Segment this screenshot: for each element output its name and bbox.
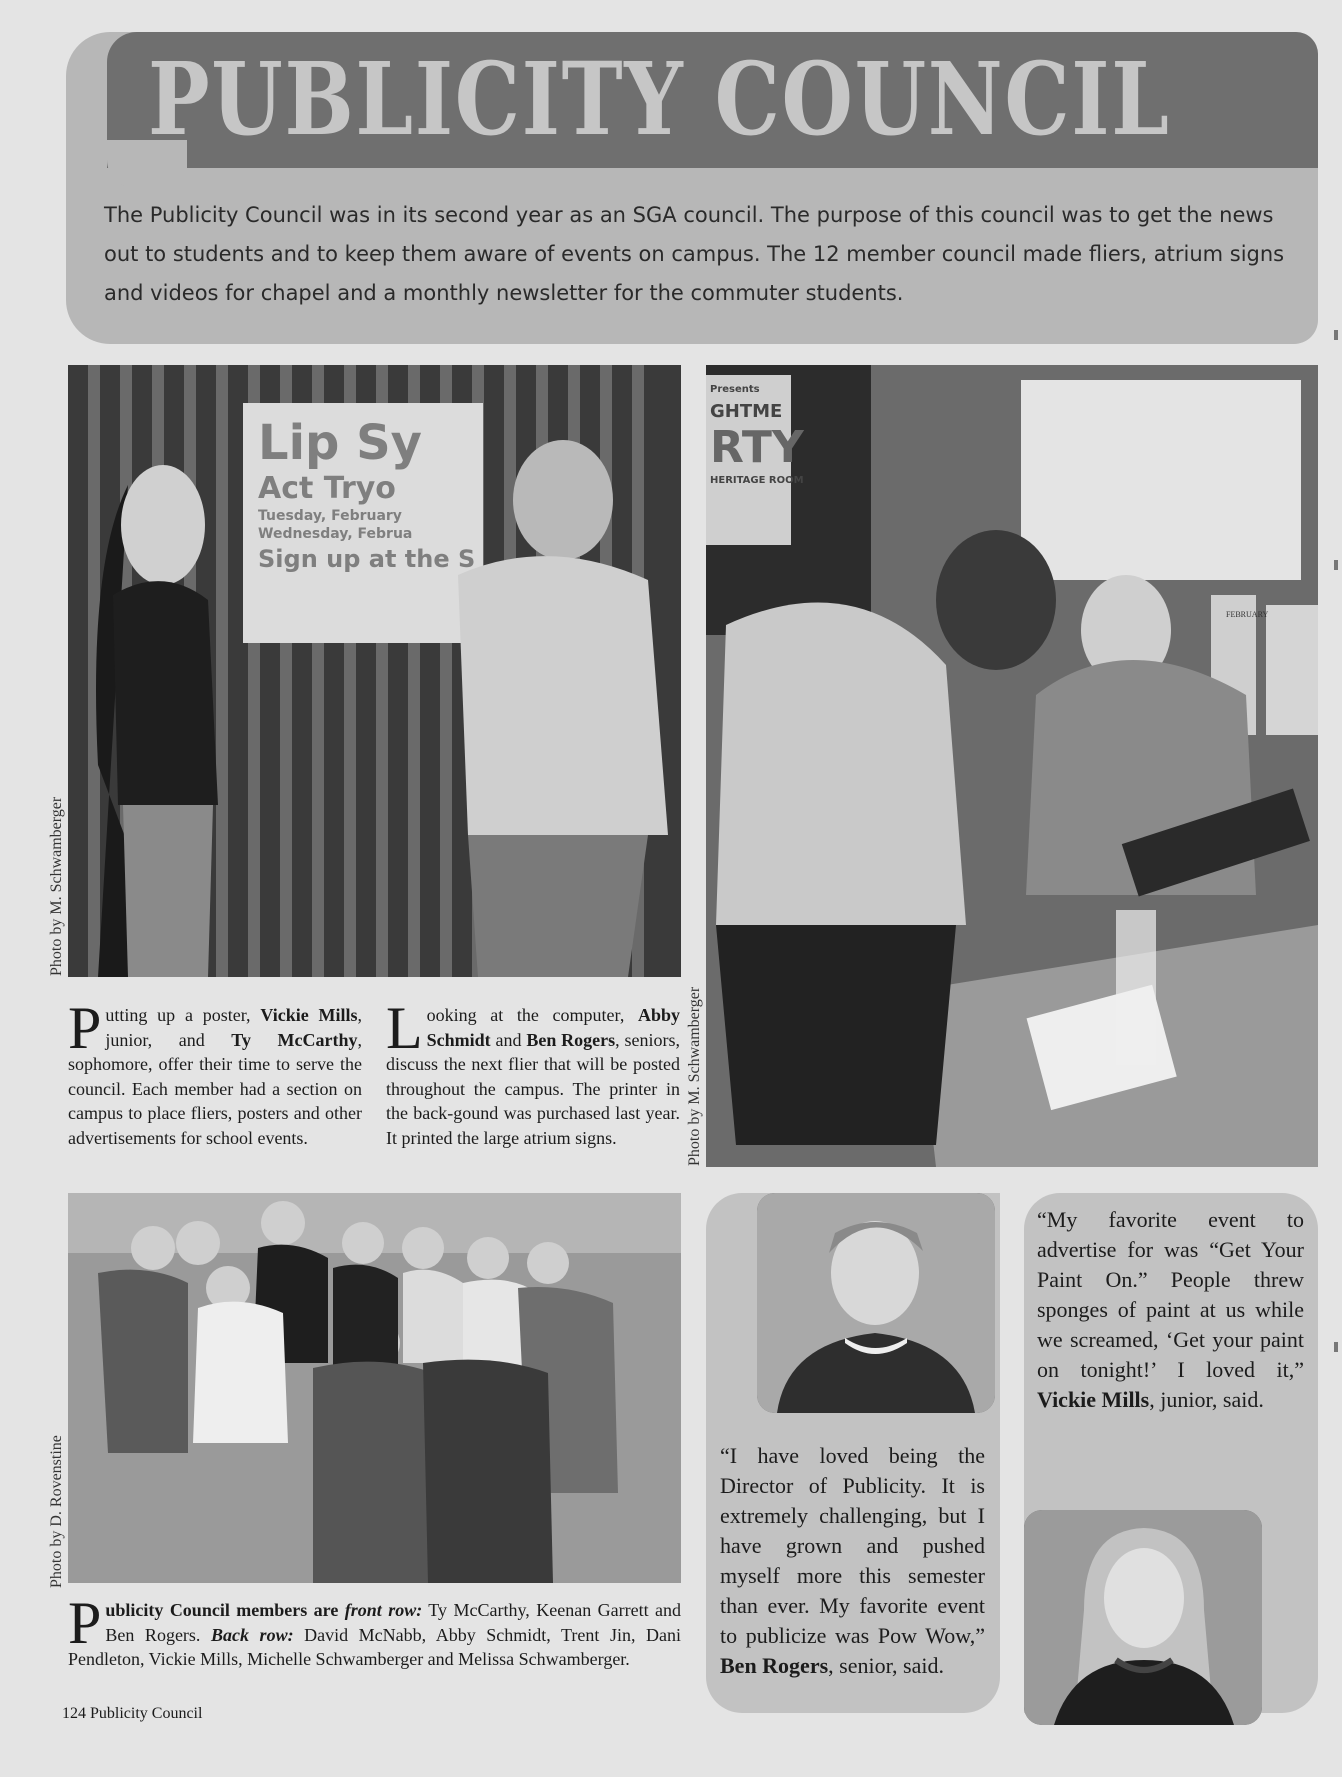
caption-text: , sophomore, offer their time to serve the council. Each member had a section on campus to place fliers, posters and other advertisements for school events.: [68, 1029, 362, 1148]
caption-text: Ty McCarthy, Keenan Garrett and Ben Rogers.: [105, 1600, 682, 1645]
page-title: PUBLICITY COUNCIL: [148, 40, 1171, 158]
caption-text: and: [490, 1029, 527, 1050]
flier-line: GHTME: [710, 401, 783, 422]
caption-row-label: front row:: [344, 1600, 423, 1620]
ben-quote: [720, 1441, 985, 1681]
caption-text: utting up a poster,: [105, 1005, 261, 1025]
quote-text: , junior, said.: [1149, 1387, 1264, 1412]
computer-caption: [386, 995, 680, 1150]
caption-text: David McNabb, Abby Schmidt, Trent Jin, Dani Pendleton, Vickie Mills, Michelle Schwamberger and Melissa Schwamberger.: [68, 1624, 681, 1669]
caption-name: Vickie Mills: [260, 1005, 358, 1025]
quote-name: Vickie Mills: [1037, 1387, 1150, 1412]
calendar-label: FEBRUARY: [1226, 610, 1269, 619]
group-caption: [68, 1590, 682, 1672]
poster-photo-credit: Photo by M. Schwamberger: [48, 796, 65, 976]
caption-name: Ben Rogers: [526, 1029, 616, 1050]
sign-line: Tuesday, February: [258, 508, 402, 524]
ben-portrait: [757, 1193, 995, 1413]
flier-line: Presents: [710, 384, 760, 395]
dropcap: P: [68, 995, 102, 1061]
caption-row-label: Back row:: [211, 1624, 294, 1645]
intro-paragraph: The Publicity Council was in its second year as an SGA council. The purpose of this council was to get the news out to students and to keep them aware of events on campus. The 12 member council made fliers, atrium signs and videos for chapel and a monthly newsletter for the commuter students.: [104, 203, 1285, 305]
dropcap: L: [386, 995, 423, 1061]
flier-line: HERITAGE ROOM: [710, 475, 804, 486]
computer-photo-credit: Photo by M. Schwamberger: [686, 986, 703, 1166]
dropcap: P: [68, 1590, 102, 1656]
poster-caption: [68, 995, 363, 1150]
computer-photo: [706, 365, 1318, 1167]
group-photo: [68, 1193, 681, 1583]
vickie-quote: [1037, 1205, 1304, 1415]
quote-text: “I have loved being the Director of Publicity. It is extremely challenging, but I have grown and pushed myself more this semester than ever. My favorite event to publicize was Pow Wow,”: [720, 1443, 985, 1648]
sign-line: Sign up at the S: [258, 545, 476, 573]
edge-mark: [1334, 330, 1338, 340]
caption-text: ooking at the computer,: [426, 1005, 638, 1025]
caption-name: Ty McCarthy: [231, 1029, 358, 1050]
quote-text: “My favorite event to advertise for was “Get Your Paint On.” People threw sponges of paint at us while we screamed, ‘Get your paint on tonight!’ I loved it,”: [1037, 1207, 1304, 1382]
page-footer: 124 Publicity Council: [62, 1705, 203, 1722]
poster-photo: [68, 365, 681, 977]
vickie-portrait: [1024, 1510, 1262, 1725]
caption-name: Abby Schmidt: [426, 1005, 680, 1050]
sign-line: Act Tryo: [258, 471, 396, 506]
sign-line: Wednesday, Februa: [258, 526, 413, 542]
group-photo-credit: Photo by D. Rovenstine: [48, 1435, 65, 1588]
quote-name: Ben Rogers: [720, 1653, 829, 1678]
sign-line: Lip Sy: [258, 415, 422, 471]
flier-line: RTY: [710, 422, 804, 473]
edge-mark: [1334, 560, 1338, 570]
caption-text: , seniors, discuss the next flier that will be posted throughout the campus. The printer in the back-gound was purchased last year. It printed the large atrium signs.: [386, 1029, 680, 1148]
caption-lead: ublicity Council members are: [105, 1600, 345, 1620]
caption-text: , junior, and: [105, 1005, 363, 1050]
edge-mark: [1334, 1342, 1338, 1352]
quote-text: , senior, said.: [828, 1653, 944, 1678]
